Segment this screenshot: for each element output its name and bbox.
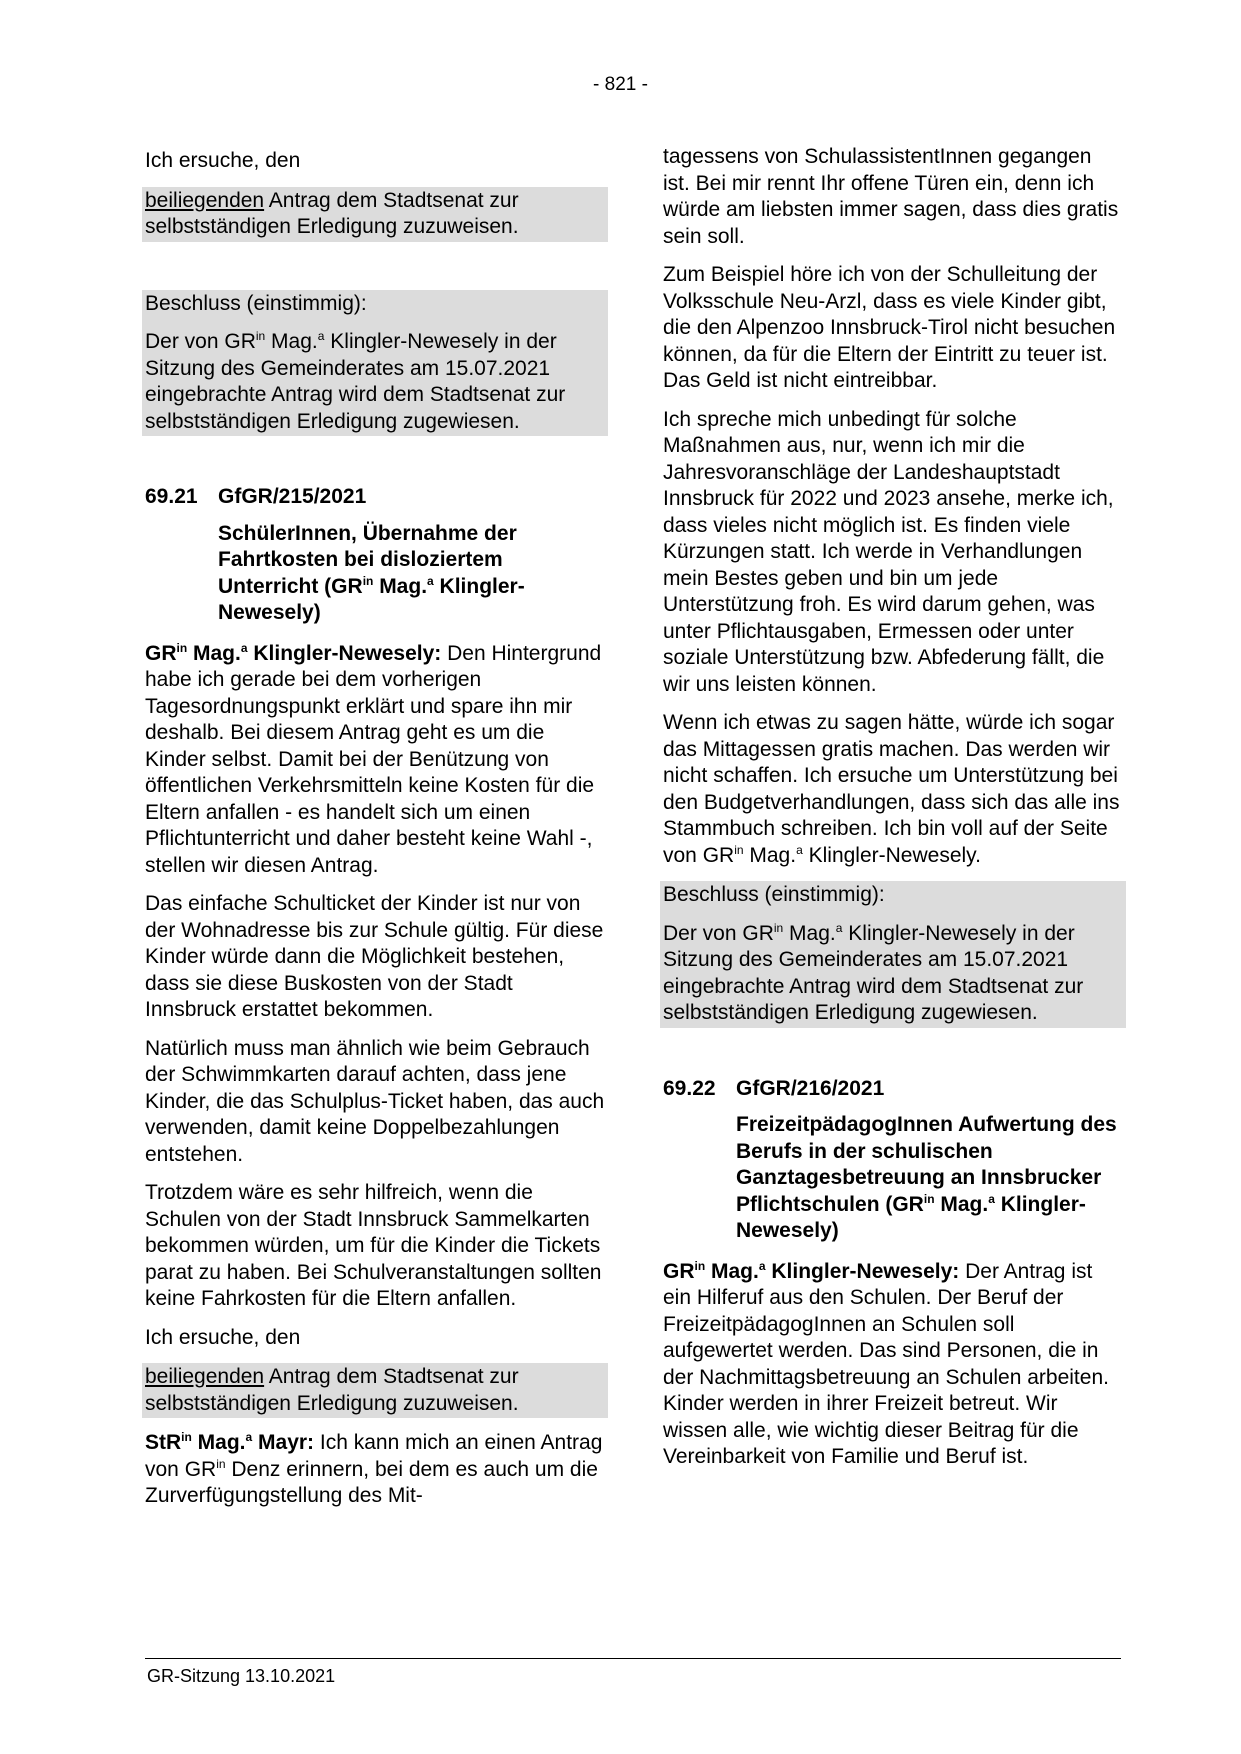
speech-paragraph: tagessens von SchulassistentInnen gegangen ist. Bei mir rennt Ihr offene Türen ein, denn ich würde am liebsten immer sagen, dass dies gratis sein soll. bbox=[663, 145, 1119, 248]
request-box: beiliegenden Antrag dem Stadtsenat zur selbstständigen Erledigung zuzuweisen. bbox=[142, 187, 608, 242]
resolution-box bbox=[660, 881, 1126, 1028]
resolution-box bbox=[142, 290, 608, 437]
agenda-item-code: GfGR/216/2021 bbox=[736, 1076, 885, 1100]
agenda-item-number: 69.21 bbox=[145, 485, 198, 508]
underlined-word: beiliegenden bbox=[145, 188, 265, 212]
page-number: - 821 - bbox=[593, 74, 648, 95]
speech-paragraph: Natürlich muss man ähnlich wie beim Gebrauch der Schwimmkarten darauf achten, dass jene Kinder, die das Schulplus-Ticket haben, das auch verwenden, damit keine Doppelbezahlungen entstehen. bbox=[145, 1036, 605, 1166]
underlined-word: beiliegenden bbox=[145, 1365, 265, 1388]
request-intro: Ich ersuche, den bbox=[145, 1325, 301, 1349]
speech-paragraph: $GR^{in}$ Mag.$^a$ Klingler-Newesely: Den Hintergrund habe ich gerade bei dem vorherigen Tagesordnungspunkt erklärt und spare ihn mir deshalb. Bei diesem Antrag geht es um die Kinder selbst. Damit bei der Benützung von öffentlichen Verkehrsmitteln keine Kosten für die Eltern anfallen - es handelt sich um einen Pflichtunterricht und daher besteht keine Wahl -, stellen wir diesen Antrag. bbox=[145, 640, 602, 877]
agenda-item-title: SchülerInnen, Übernahme der Fahrtkosten bei disloziertem Unterricht ($GR^{in}$ Mag.$^a$ Klingler-Newesely) bbox=[218, 521, 525, 624]
request-box: beiliegenden Antrag dem Stadtsenat zur selbstständigen Erledigung zuzuweisen. bbox=[142, 1363, 608, 1418]
speech-paragraph: Wenn ich etwas zu sagen hätte, würde ich sogar das Mittagessen gratis machen. Das werden wir nicht schaffen. Ich ersuche um Unterstützung bei den Budgetverhandlungen, dass sich das alle ins Stammbuch schreiben. Ich bin voll auf der Seite von $GR^{in}$ Mag.$^a$ Klingler-Newesely. bbox=[663, 711, 1120, 867]
footer-divider bbox=[145, 1658, 1121, 1659]
agenda-item-heading bbox=[663, 1076, 1123, 1103]
footer-text: GR-Sitzung 13.10.2021 bbox=[147, 1666, 336, 1686]
speaker-name: StR$^{in}$ Mag.$^a$ Mayr: bbox=[145, 1430, 315, 1454]
speech-paragraph: $GR^{in}$ Mag.$^a$ Klingler-Newesely: Der Antrag ist ein Hilferuf aus den Schulen. Der Beruf der FreizeitpädagogInnen an Schulen soll aufgewertet werden. Das sind Personen, die in der Nachmittagsbetreuung an Schulen arbeiten. Kinder werden in ihrer Freizeit betreut. Wir wissen alle, wie wichtig dieser Beitrag für die Vereinbarkeit von Familie und Beruf ist. bbox=[663, 1258, 1109, 1468]
speech-paragraph: Das einfache Schulticket der Kinder ist nur von der Wohnadresse bis zur Schule gültig. Für diese Kinder würde dann die Möglichkeit bestehen, dass sie diese Buskosten von der Stadt Innsbruck erstattet bekommen. bbox=[145, 892, 604, 1021]
right-column bbox=[663, 144, 1123, 1483]
agenda-item-title: FreizeitpädagogInnen Aufwertung des Berufs in der schulischen Ganztagesbetreuung an Innsbrucker Pflichtschulen ($GR^{in}$ Mag.$^a$ Klingler-Newesely) bbox=[736, 1113, 1117, 1242]
speech-paragraph: Zum Beispiel höre ich von der Schulleitung der Volksschule Neu-Arzl, dass es viele Kinder gibt, die den Alpenzoo Innsbruck-Tirol nicht besuchen können, da für die Eltern der Eintritt zu teuer ist. Das Geld ist nicht eintreibbar. bbox=[663, 263, 1116, 392]
request-intro: Ich ersuche, den bbox=[145, 149, 301, 172]
agenda-item-number: 69.22 bbox=[663, 1076, 716, 1100]
resolution-text: Der von $GR^{in}$ Mag.$^a$ Klingler-Newesely in der Sitzung des Gemeinderates am 15.07.2021 eingebrachte Antrag wird dem Stadtsenat zur selbstständigen Erledigung zugewiesen. bbox=[145, 329, 566, 433]
speech-paragraph: Trotzdem wäre es sehr hilfreich, wenn die Schulen von der Stadt Innsbruck Sammelkarten bekommen würden, um für die Kinder die Tickets parat zu haben. Bei Schulveranstaltungen sollten keine Fahrkosten für die Eltern anfallen. bbox=[145, 1181, 602, 1310]
left-column bbox=[145, 148, 605, 1522]
agenda-item-code: GfGR/215/2021 bbox=[218, 485, 367, 508]
speaker-name: $GR^{in}$ Mag.$^a$ Klingler-Newesely: bbox=[663, 1258, 960, 1283]
speech-paragraph: StR$^{in}$ Mag.$^a$ Mayr: Ich kann mich an einen Antrag von $GR^{in}$ Denz erinnern, bei dem es auch um die Zurverfügungstellung des Mit- bbox=[145, 1430, 603, 1507]
speaker-name: $GR^{in}$ Mag.$^a$ Klingler-Newesely: bbox=[145, 640, 442, 665]
resolution-label: Beschluss (einstimmig): bbox=[145, 291, 367, 315]
agenda-item-heading bbox=[145, 484, 605, 511]
resolution-label: Beschluss (einstimmig): bbox=[663, 883, 885, 906]
speech-paragraph: Ich spreche mich unbedingt für solche Maßnahmen aus, nur, wenn ich mir die Jahresvoranschläge der Landeshauptstadt Innsbruck für 2022 und 2023 ansehe, merke ich, dass vieles nicht möglich ist. Es finden viele Kürzungen statt. Ich werde in Verhandlungen mein Bestes geben und bin um jede Unterstützung froh. Es wird darum gehen, was unter Pflichtausgaben, Ermessen oder unter soziale Unterstützung bzw. Abfederung fällt, die wir uns leisten können. bbox=[663, 407, 1114, 696]
resolution-text: Der von $GR^{in}$ Mag.$^a$ Klingler-Newesely in der Sitzung des Gemeinderates am 15.07.2021 eingebrachte Antrag wird dem Stadtsenat zur selbstständigen Erledigung zugewiesen. bbox=[663, 920, 1084, 1024]
